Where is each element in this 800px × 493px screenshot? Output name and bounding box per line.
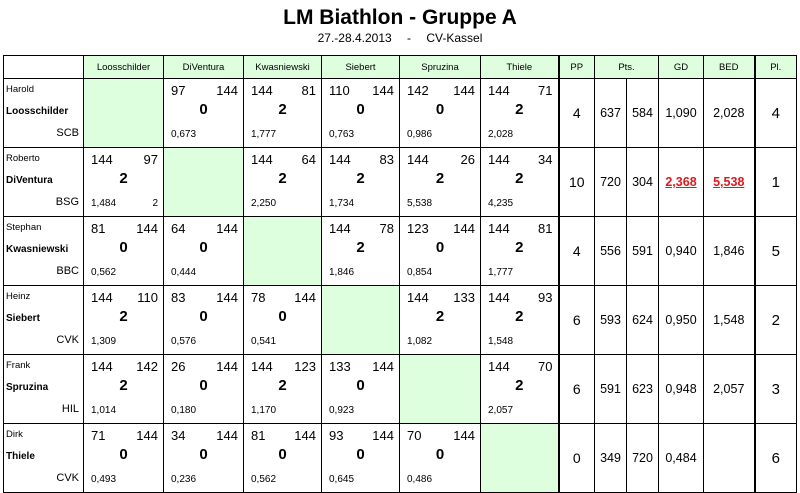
player-first-name: Roberto <box>6 153 40 164</box>
self-match-cell <box>164 148 244 217</box>
player-cell <box>4 148 84 217</box>
score-opponent: 144 <box>294 428 316 443</box>
score-opponent: 144 <box>372 428 394 443</box>
pts-for-value: 556 <box>600 244 621 258</box>
match-cell <box>322 148 400 217</box>
match-points: 0 <box>356 446 365 463</box>
match-points: 2 <box>435 308 445 325</box>
col-header-opponent: Siebert <box>322 56 400 79</box>
player-cell <box>4 79 84 148</box>
score-opponent: 133 <box>453 290 475 305</box>
match-points: 2 <box>515 377 524 394</box>
match-cell <box>84 424 164 493</box>
match-points: 2 <box>119 170 128 187</box>
pts-for-value: 637 <box>600 106 621 120</box>
score-own: 144 <box>91 152 113 167</box>
gd-value: 2,368 <box>665 175 697 189</box>
match-average: 1,548 <box>488 336 514 347</box>
match-cell <box>481 286 559 355</box>
match-cell <box>481 217 559 286</box>
pp-cell <box>559 424 595 493</box>
match-average: 1,484 <box>91 198 117 209</box>
score-opponent: 81 <box>301 83 316 98</box>
player-first-name: Dirk <box>6 429 23 440</box>
gd-value: 0,948 <box>665 382 697 396</box>
pp-cell <box>559 286 595 355</box>
match-points: 2 <box>278 170 287 187</box>
place-cell <box>755 286 797 355</box>
score-opponent: 26 <box>460 152 475 167</box>
match-points: 2 <box>278 101 287 118</box>
col-header-pp: PP <box>559 56 595 79</box>
match-average: 0,763 <box>329 129 355 140</box>
pts-against-value: 623 <box>632 382 653 396</box>
score-opponent: 81 <box>538 221 553 236</box>
pp-cell <box>559 79 595 148</box>
player-last-name: Thiele <box>6 451 35 462</box>
match-cell <box>164 217 244 286</box>
player-row <box>4 79 797 148</box>
bed-value: 1,548 <box>713 313 745 327</box>
pts-for-cell <box>595 217 627 286</box>
bed-cell <box>704 79 755 148</box>
match-cell <box>322 355 400 424</box>
score-own: 133 <box>329 359 351 374</box>
score-own: 144 <box>329 152 351 167</box>
score-opponent: 144 <box>216 83 238 98</box>
gd-value: 0,940 <box>665 244 697 258</box>
score-opponent: 144 <box>216 290 238 305</box>
match-points: 2 <box>515 308 524 325</box>
match-average: 0,562 <box>91 267 117 278</box>
score-opponent: 71 <box>538 83 553 98</box>
match-points: 2 <box>278 377 287 394</box>
pts-against-value: 720 <box>632 451 653 465</box>
pts-against-cell <box>627 148 659 217</box>
self-match-cell <box>400 355 481 424</box>
player-club: BBC <box>56 265 79 277</box>
bed-cell <box>704 148 755 217</box>
col-header-opponent: DiVentura <box>164 56 244 79</box>
score-own: 78 <box>251 290 266 305</box>
score-own: 144 <box>407 290 429 305</box>
bed-value: 2,057 <box>713 382 745 396</box>
match-points: 2 <box>356 170 365 187</box>
score-own: 144 <box>251 83 273 98</box>
match-cell <box>322 217 400 286</box>
match-extra: 2 <box>152 198 158 209</box>
match-average: 0,541 <box>251 336 277 347</box>
match-average: 2,028 <box>488 129 514 140</box>
score-own: 81 <box>91 221 106 236</box>
score-own: 144 <box>91 290 113 305</box>
gd-value: 1,090 <box>665 106 697 120</box>
match-points: 2 <box>356 239 365 256</box>
match-average: 1,170 <box>251 405 277 416</box>
score-opponent: 70 <box>538 359 553 374</box>
results-table <box>3 55 797 493</box>
pp-value: 6 <box>572 312 581 328</box>
gd-value: 0,484 <box>665 451 697 465</box>
match-average: 0,923 <box>329 405 355 416</box>
match-cell <box>322 424 400 493</box>
score-own: 71 <box>91 428 106 443</box>
match-average: 0,562 <box>251 474 277 485</box>
col-header-bed: BED <box>704 56 755 79</box>
pp-cell <box>559 355 595 424</box>
pp-value: 4 <box>572 243 581 259</box>
score-own: 144 <box>251 359 273 374</box>
score-opponent: 144 <box>136 428 158 443</box>
gd-cell <box>659 217 704 286</box>
match-cell <box>244 148 322 217</box>
player-row <box>4 424 797 493</box>
match-cell <box>244 286 322 355</box>
match-cell <box>400 148 481 217</box>
score-opponent: 144 <box>216 428 238 443</box>
match-cell <box>322 79 400 148</box>
match-average: 2,250 <box>251 198 277 209</box>
match-points: 2 <box>515 101 524 118</box>
self-match-cell <box>244 217 322 286</box>
score-opponent: 142 <box>136 359 158 374</box>
pts-for-cell <box>595 424 627 493</box>
score-own: 144 <box>488 221 510 236</box>
match-points: 0 <box>435 101 445 118</box>
match-points: 0 <box>356 101 365 118</box>
player-last-name: DiVentura <box>6 175 53 186</box>
player-last-name: Kwasniewski <box>6 244 69 255</box>
player-row <box>4 355 797 424</box>
match-points: 0 <box>435 446 445 463</box>
place-value: 3 <box>771 380 780 398</box>
score-opponent: 93 <box>538 290 553 305</box>
match-average: 1,846 <box>329 267 355 278</box>
pts-against-cell <box>627 355 659 424</box>
player-row <box>4 286 797 355</box>
match-average: 4,235 <box>488 198 514 209</box>
place-cell <box>755 217 797 286</box>
player-first-name: Stephan <box>6 222 42 233</box>
match-points: 0 <box>199 446 208 463</box>
player-club: HIL <box>61 403 79 415</box>
place-value: 2 <box>771 311 780 329</box>
score-opponent: 144 <box>216 221 238 236</box>
score-opponent: 123 <box>294 359 316 374</box>
event-date: 27.-28.4.2013 <box>317 31 392 45</box>
score-own: 142 <box>407 83 429 98</box>
match-average: 1,309 <box>91 336 117 347</box>
match-average: 1,777 <box>251 129 277 140</box>
place-cell <box>755 424 797 493</box>
match-cell <box>244 424 322 493</box>
pp-value: 4 <box>572 105 581 121</box>
col-header-place: Pl. <box>755 56 797 79</box>
match-average: 2,057 <box>488 405 514 416</box>
bed-cell <box>704 286 755 355</box>
bed-cell <box>704 355 755 424</box>
match-points: 0 <box>199 239 208 256</box>
match-average: 1,082 <box>407 336 433 347</box>
match-points: 2 <box>515 170 524 187</box>
pts-against-cell <box>627 217 659 286</box>
match-cell <box>164 355 244 424</box>
score-own: 83 <box>171 290 186 305</box>
score-opponent: 144 <box>294 290 316 305</box>
place-cell <box>755 355 797 424</box>
pp-cell <box>559 217 595 286</box>
event-venue: CV-Kassel <box>426 31 483 45</box>
match-cell <box>84 355 164 424</box>
match-average: 0,236 <box>171 474 197 485</box>
player-club: SCB <box>56 127 79 139</box>
match-points: 2 <box>119 308 128 325</box>
score-own: 144 <box>488 152 510 167</box>
pts-for-value: 593 <box>600 313 621 327</box>
score-opponent: 144 <box>372 83 394 98</box>
pts-against-cell <box>627 79 659 148</box>
bed-value: 5,538 <box>713 175 745 189</box>
pp-value: 6 <box>572 381 581 397</box>
place-cell <box>755 148 797 217</box>
player-club: BSG <box>55 196 79 208</box>
col-header-opponent: Thiele <box>481 56 559 79</box>
score-own: 144 <box>251 152 273 167</box>
col-header-gd: GD <box>659 56 704 79</box>
place-cell <box>755 79 797 148</box>
pts-against-value: 304 <box>632 175 653 189</box>
separator: - <box>407 31 412 45</box>
score-own: 144 <box>488 359 510 374</box>
match-cell <box>400 217 481 286</box>
match-cell <box>84 148 164 217</box>
score-own: 97 <box>171 83 186 98</box>
gd-cell <box>659 424 704 493</box>
gd-cell <box>659 286 704 355</box>
col-header-pts: Pts. <box>595 56 659 79</box>
bed-value: 1,846 <box>713 244 745 258</box>
pts-for-value: 591 <box>600 382 621 396</box>
score-opponent: 110 <box>137 290 158 305</box>
match-cell <box>400 79 481 148</box>
score-opponent: 83 <box>379 152 394 167</box>
match-points: 0 <box>435 239 445 256</box>
match-points: 2 <box>435 170 445 187</box>
match-points: 0 <box>199 308 208 325</box>
match-average: 5,538 <box>407 198 433 209</box>
match-cell <box>164 424 244 493</box>
score-own: 26 <box>171 359 186 374</box>
player-first-name: Frank <box>6 360 31 371</box>
player-cell <box>4 217 84 286</box>
player-first-name: Harold <box>6 84 34 95</box>
score-own: 144 <box>488 83 510 98</box>
score-own: 93 <box>329 428 344 443</box>
score-opponent: 144 <box>216 359 238 374</box>
score-own: 144 <box>488 290 510 305</box>
col-header-opponent: Loosschilder <box>84 56 164 79</box>
score-opponent: 78 <box>379 221 394 236</box>
pts-for-cell <box>595 286 627 355</box>
match-average: 0,493 <box>91 474 117 485</box>
pp-value: 10 <box>568 174 585 190</box>
score-own: 144 <box>91 359 113 374</box>
header-row <box>4 56 797 79</box>
score-own: 64 <box>171 221 186 236</box>
match-cell <box>244 355 322 424</box>
self-match-cell <box>481 424 559 493</box>
pts-for-cell <box>595 148 627 217</box>
match-points: 0 <box>199 101 208 118</box>
match-points: 0 <box>119 239 128 256</box>
gd-cell <box>659 355 704 424</box>
match-cell <box>244 79 322 148</box>
self-match-cell <box>84 79 164 148</box>
col-header-opponent: Spruzina <box>400 56 481 79</box>
place-value: 5 <box>771 242 780 260</box>
page-title: LM Biathlon - Gruppe A <box>283 6 517 29</box>
match-points: 0 <box>278 446 287 463</box>
score-opponent: 97 <box>143 152 158 167</box>
pts-against-value: 591 <box>632 244 653 258</box>
gd-cell <box>659 79 704 148</box>
score-opponent: 144 <box>453 221 475 236</box>
match-cell <box>400 424 481 493</box>
match-cell <box>400 286 481 355</box>
match-average: 1,734 <box>329 198 355 209</box>
pp-cell <box>559 148 595 217</box>
match-cell <box>481 79 559 148</box>
results-body <box>4 79 797 493</box>
player-row <box>4 217 797 286</box>
gd-cell <box>659 148 704 217</box>
pts-for-cell <box>595 355 627 424</box>
score-own: 34 <box>171 428 186 443</box>
score-opponent: 144 <box>136 221 158 236</box>
match-average: 1,777 <box>488 267 514 278</box>
pp-value: 0 <box>572 450 581 466</box>
score-own: 81 <box>251 428 266 443</box>
event-subtitle <box>0 31 800 45</box>
match-average: 1,014 <box>91 405 117 416</box>
player-first-name: Heinz <box>6 291 31 302</box>
match-cell <box>164 286 244 355</box>
match-points: 0 <box>119 446 128 463</box>
match-points: 0 <box>278 308 287 325</box>
player-club: CVK <box>56 472 79 484</box>
bed-cell <box>704 217 755 286</box>
match-average: 0,180 <box>171 405 197 416</box>
match-average: 0,854 <box>407 267 433 278</box>
score-opponent: 34 <box>538 152 553 167</box>
match-cell <box>84 217 164 286</box>
player-last-name: Loosschilder <box>6 106 69 117</box>
pts-for-value: 720 <box>600 175 621 189</box>
player-row <box>4 148 797 217</box>
match-cell <box>481 148 559 217</box>
pts-for-cell <box>595 79 627 148</box>
score-opponent: 144 <box>372 359 394 374</box>
pts-against-cell <box>627 286 659 355</box>
match-points: 2 <box>515 239 524 256</box>
col-header-opponent: Kwasniewski <box>244 56 322 79</box>
match-average: 0,576 <box>171 336 197 347</box>
corner-cell <box>4 56 84 79</box>
place-value: 4 <box>771 104 780 122</box>
match-average: 0,444 <box>171 267 197 278</box>
match-average: 0,986 <box>407 129 433 140</box>
pts-for-value: 349 <box>600 451 621 465</box>
match-average: 0,673 <box>171 129 197 140</box>
pts-against-cell <box>627 424 659 493</box>
score-opponent: 64 <box>301 152 316 167</box>
match-cell <box>84 286 164 355</box>
match-average: 0,486 <box>407 474 433 485</box>
score-opponent: 144 <box>453 428 475 443</box>
score-own: 110 <box>329 83 350 98</box>
match-cell <box>164 79 244 148</box>
player-last-name: Siebert <box>6 313 40 324</box>
place-value: 1 <box>771 173 780 191</box>
match-cell <box>481 355 559 424</box>
score-own: 144 <box>329 221 351 236</box>
self-match-cell <box>322 286 400 355</box>
match-average: 0,645 <box>329 474 355 485</box>
match-points: 2 <box>119 377 128 394</box>
player-cell <box>4 355 84 424</box>
player-cell <box>4 286 84 355</box>
score-own: 123 <box>407 221 429 236</box>
gd-value: 0,950 <box>665 313 697 327</box>
pts-against-value: 584 <box>632 106 653 120</box>
player-last-name: Spruzina <box>6 382 49 393</box>
score-own: 70 <box>407 428 422 443</box>
pts-against-value: 624 <box>632 313 653 327</box>
score-own: 144 <box>407 152 429 167</box>
score-opponent: 144 <box>453 83 475 98</box>
bed-value: 2,028 <box>713 106 745 120</box>
bed-cell <box>704 424 755 493</box>
match-points: 0 <box>356 377 365 394</box>
player-club: CVK <box>56 334 79 346</box>
player-cell <box>4 424 84 493</box>
match-points: 0 <box>199 377 208 394</box>
place-value: 6 <box>771 449 780 467</box>
